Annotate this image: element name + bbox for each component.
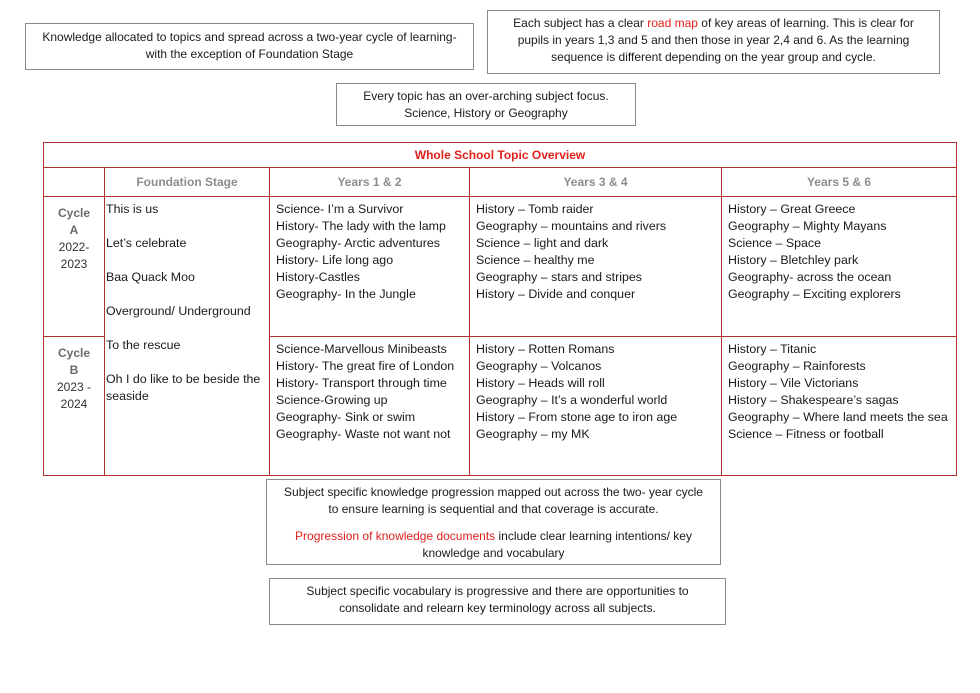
cycle-b-years-1-2-cell xyxy=(270,337,470,476)
list-item: History – From stone age to iron age xyxy=(476,410,678,424)
list-item: Geography – Exciting explorers xyxy=(728,287,901,301)
list-item: Geography – my MK xyxy=(476,427,590,441)
knowledge-allocation-box xyxy=(25,23,474,70)
list-item: Geography – Volcanos xyxy=(476,359,602,373)
cycle-a-years-5-6-cell xyxy=(722,197,957,337)
cycle-b-years2: 2024 xyxy=(60,397,88,411)
list-item: Geography – mountains and rivers xyxy=(476,219,667,233)
list-item: History – Rotten Romans xyxy=(476,342,615,356)
cycle-a-years1: 2022- xyxy=(58,240,90,254)
list-item: Geography- In the Jungle xyxy=(276,287,416,301)
cycle-a-label xyxy=(44,197,105,337)
list-item: Geography – It’s a wonderful world xyxy=(476,393,668,407)
progression-line2-text: include clear learning intentions/ key knowledge and vocabulary xyxy=(422,529,692,560)
list-item: Geography – stars and stripes xyxy=(476,270,642,284)
list-item: Geography – Mighty Mayans xyxy=(728,219,887,233)
cycle-b-line1: Cycle xyxy=(57,346,91,360)
list-item: Science – light and dark xyxy=(476,236,609,250)
progression-line1: Subject specific knowledge progression mapped out across the two- year cycle to ensure learning is sequential and that coverage is accurate. xyxy=(284,485,703,516)
list-item: Science-Marvellous Minibeasts xyxy=(276,342,447,356)
vocabulary-box xyxy=(269,578,726,625)
topic-overview-table xyxy=(43,142,957,476)
list-item: Geography- Waste not want not xyxy=(276,427,451,441)
foundation-topic: This is us xyxy=(106,202,159,216)
cycle-b-line2: B xyxy=(69,363,79,377)
list-item: History – Titanic xyxy=(728,342,817,356)
header-foundation-stage: Foundation Stage xyxy=(105,168,270,197)
cycle-b-years1: 2023 - xyxy=(56,380,92,394)
cycle-a-line1: Cycle xyxy=(57,206,91,220)
list-item: History- The great fire of London xyxy=(276,359,455,373)
list-item: Geography – Where land meets the sea xyxy=(728,410,948,424)
foundation-topic: To the rescue xyxy=(106,338,181,352)
road-map-text-before: Each subject has a clear xyxy=(513,16,648,30)
header-empty xyxy=(44,168,105,197)
list-item: History – Great Greece xyxy=(728,202,856,216)
road-map-text-after: of key areas of learning. This is clear for pupils in years 1,3 and 5 and then those in year 2,4 and 6. As the learning sequence is different depending on the year group and cycle. xyxy=(517,16,914,64)
foundation-stage-cell xyxy=(105,197,270,476)
cycle-a-years-3-4-cell xyxy=(470,197,722,337)
road-map-highlight: road map xyxy=(647,16,698,30)
table-title: Whole School Topic Overview xyxy=(44,143,957,168)
cycle-a-line2: A xyxy=(69,223,79,237)
list-item: History – Tomb raider xyxy=(476,202,594,216)
cycle-b-years-5-6-cell xyxy=(722,337,957,476)
cycle-b-label xyxy=(44,337,105,476)
header-years-5-6: Years 5 & 6 xyxy=(722,168,957,197)
list-item: Science- I’m a Survivor xyxy=(276,202,404,216)
road-map-box xyxy=(487,10,940,74)
list-item: History- Life long ago xyxy=(276,253,394,267)
list-item: Geography – Rainforests xyxy=(728,359,866,373)
subject-focus-line1: Every topic has an over-arching subject focus. xyxy=(363,89,609,103)
list-item: History – Divide and conquer xyxy=(476,287,636,301)
list-item: Science – healthy me xyxy=(476,253,595,267)
header-years-1-2: Years 1 & 2 xyxy=(270,168,470,197)
progression-line2 xyxy=(279,528,708,562)
list-item: History – Heads will roll xyxy=(476,376,605,390)
list-item: Science-Growing up xyxy=(276,393,388,407)
list-item: History – Vile Victorians xyxy=(728,376,859,390)
cycle-b-years-3-4-cell xyxy=(470,337,722,476)
list-item: Science – Space xyxy=(728,236,821,250)
table-row-cycle-a xyxy=(44,197,957,337)
list-item: Geography- Arctic adventures xyxy=(276,236,440,250)
vocabulary-text: Subject specific vocabulary is progressive and there are opportunities to consolidate and relearn key terminology across all subjects. xyxy=(306,584,689,615)
topic-overview-table-wrap xyxy=(43,142,956,476)
cycle-a-years-1-2-cell xyxy=(270,197,470,337)
subject-focus-line2: Science, History or Geography xyxy=(404,106,568,120)
progression-box xyxy=(266,479,721,565)
cycle-a-years2: 2023 xyxy=(60,257,88,271)
list-item: History- The lady with the lamp xyxy=(276,219,446,233)
foundation-topic: Let’s celebrate xyxy=(106,236,187,250)
subject-focus-box xyxy=(336,83,636,126)
list-item: Geography- Sink or swim xyxy=(276,410,416,424)
list-item: History – Shakespeare’s sagas xyxy=(728,393,899,407)
header-years-3-4: Years 3 & 4 xyxy=(470,168,722,197)
progression-highlight: Progression of knowledge documents xyxy=(295,529,496,543)
list-item: History- Transport through time xyxy=(276,376,447,390)
knowledge-allocation-text: Knowledge allocated to topics and spread across a two-year cycle of learning- with the exception of Foundation Stage xyxy=(42,30,457,61)
foundation-topic: Overground/ Underground xyxy=(106,304,251,318)
list-item: Geography- across the ocean xyxy=(728,270,892,284)
foundation-topic: Oh I do like to be beside the seaside xyxy=(106,372,261,403)
list-item: Science – Fitness or football xyxy=(728,427,884,441)
foundation-topic: Baa Quack Moo xyxy=(106,270,195,284)
list-item: History-Castles xyxy=(276,270,360,284)
list-item: History – Bletchley park xyxy=(728,253,859,267)
